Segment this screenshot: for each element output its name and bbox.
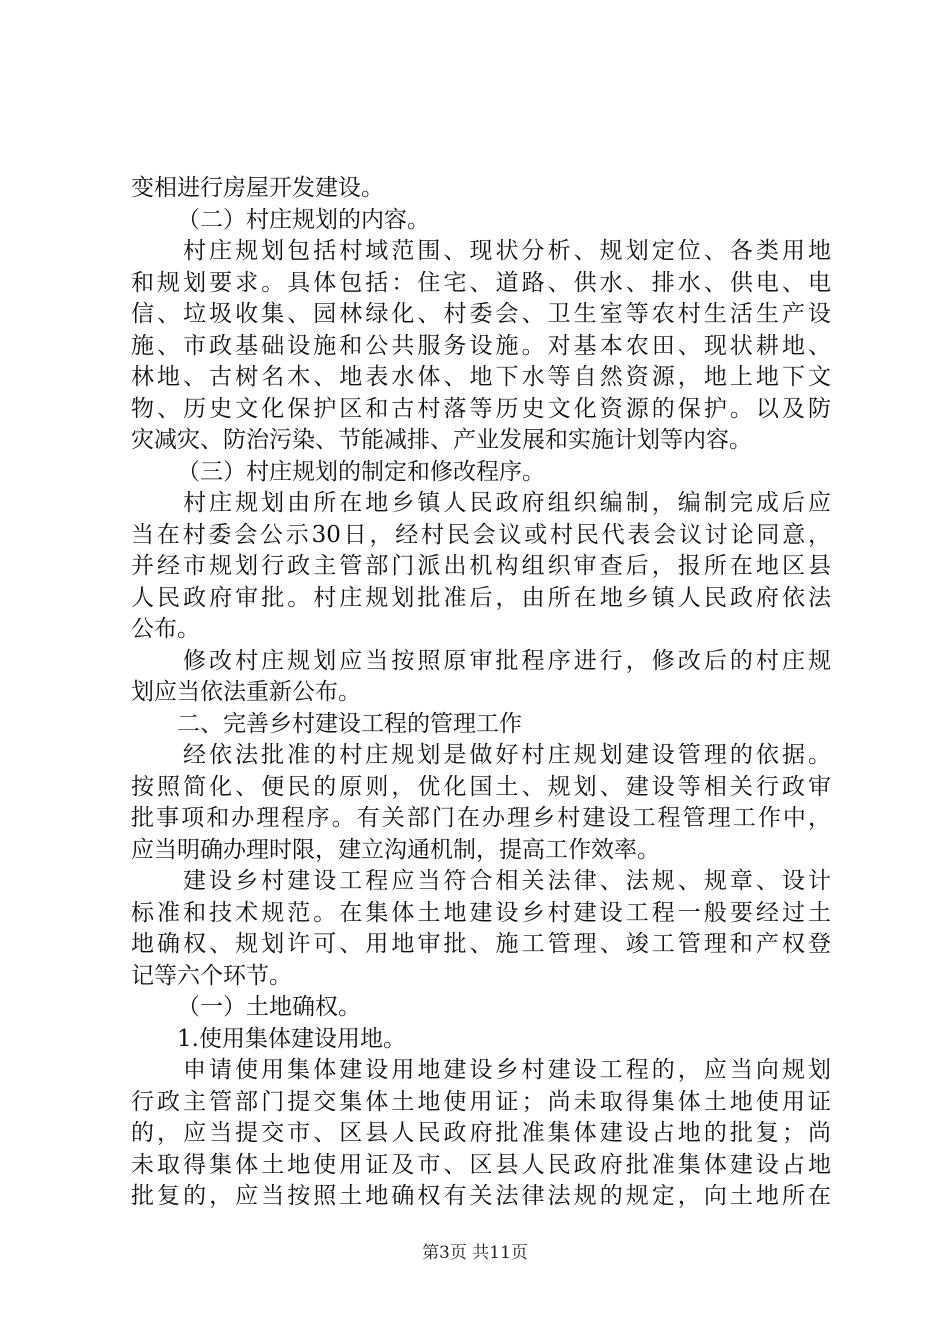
text-line: 记等六个环节。 — [131, 962, 292, 989]
text-line: 划应当依法重新公布。 — [131, 679, 361, 705]
text-line: 林地、古树名木、地表水体、地下水等自然资源，地上地下文 — [131, 364, 831, 390]
text-line: 的，应当提交市、区县人民政府批准集体建设占地的批复；尚 — [131, 1120, 831, 1146]
page-footer: 第3页 共11页 — [422, 1243, 528, 1263]
text-line: 修改村庄规划应当按照原审批程序进行，修改后的村庄规 — [183, 647, 831, 674]
text-line: 1.使用集体建设用地。 — [177, 1025, 406, 1052]
text-line: 和规划要求。具体包括：住宅、道路、供水、排水、供电、电 — [131, 269, 831, 296]
text-line: 批事项和办理程序。有关部门在办理乡村建设工程管理工作中， — [131, 805, 831, 831]
text-line: 当在村委会公示30日，经村民会议或村民代表会议讨论同意， — [131, 521, 831, 548]
text-line: 地确权、规划许可、用地审批、施工管理、竣工管理和产权登 — [131, 931, 831, 957]
text-line: （三）村庄规划的制定和修改程序。 — [177, 458, 545, 485]
text-line: 应当明确办理时限，建立沟通机制，提高工作效率。 — [131, 836, 660, 863]
text-line: 行政主管部门提交集体土地使用证；尚未取得集体土地使用证 — [131, 1088, 831, 1115]
text-line: 经依法批准的村庄规划是做好村庄规划建设管理的依据。 — [183, 742, 831, 768]
text-line: 建设乡村建设工程应当符合相关法律、法规、规章、设计 — [183, 868, 831, 894]
text-line: 灾减灾、防治污染、节能减排、产业发展和实施计划等内容。 — [131, 427, 752, 453]
text-line: （二）村庄规划的内容。 — [177, 206, 430, 233]
text-line: 物、历史文化保护区和古村落等历史文化资源的保护。以及防 — [131, 395, 831, 422]
text-line: 村庄规划包括村域范围、现状分析、规划定位、各类用地 — [183, 238, 831, 264]
text-line: 并经市规划行政主管部门派出机构组织审查后，报所在地区县 — [131, 553, 831, 579]
text-line: 标准和技术规范。在集体土地建设乡村建设工程一般要经过土 — [131, 899, 831, 926]
body-text — [131, 173, 831, 1213]
text-line: （一）土地确权。 — [177, 994, 361, 1020]
text-line: 申请使用集体建设用地建设乡村建设工程的，应当向规划 — [183, 1057, 831, 1083]
text-line: 按照简化、便民的原则，优化国土、规划、建设等相关行政审 — [131, 773, 831, 800]
text-line: 信、垃圾收集、园林绿化、村委会、卫生室等农村生活生产设 — [131, 301, 831, 327]
text-line: 未取得集体土地使用证及市、区县人民政府批准集体建设占地 — [131, 1151, 831, 1178]
text-line: 施、市政基础设施和公共服务设施。对基本农田、现状耕地、 — [131, 332, 831, 359]
text-line: 人民政府审批。村庄规划批准后，由所在地乡镇人民政府依法 — [131, 584, 831, 611]
text-line: 批复的，应当按照土地确权有关法律法规的规定，向土地所在 — [131, 1183, 831, 1209]
text-line: 公布。 — [131, 616, 200, 642]
text-line: 二、完善乡村建设工程的管理工作 — [177, 710, 522, 737]
text-line: 变相进行房屋开发建设。 — [131, 175, 384, 201]
text-line: 村庄规划由所在地乡镇人民政府组织编制，编制完成后应 — [183, 490, 831, 516]
